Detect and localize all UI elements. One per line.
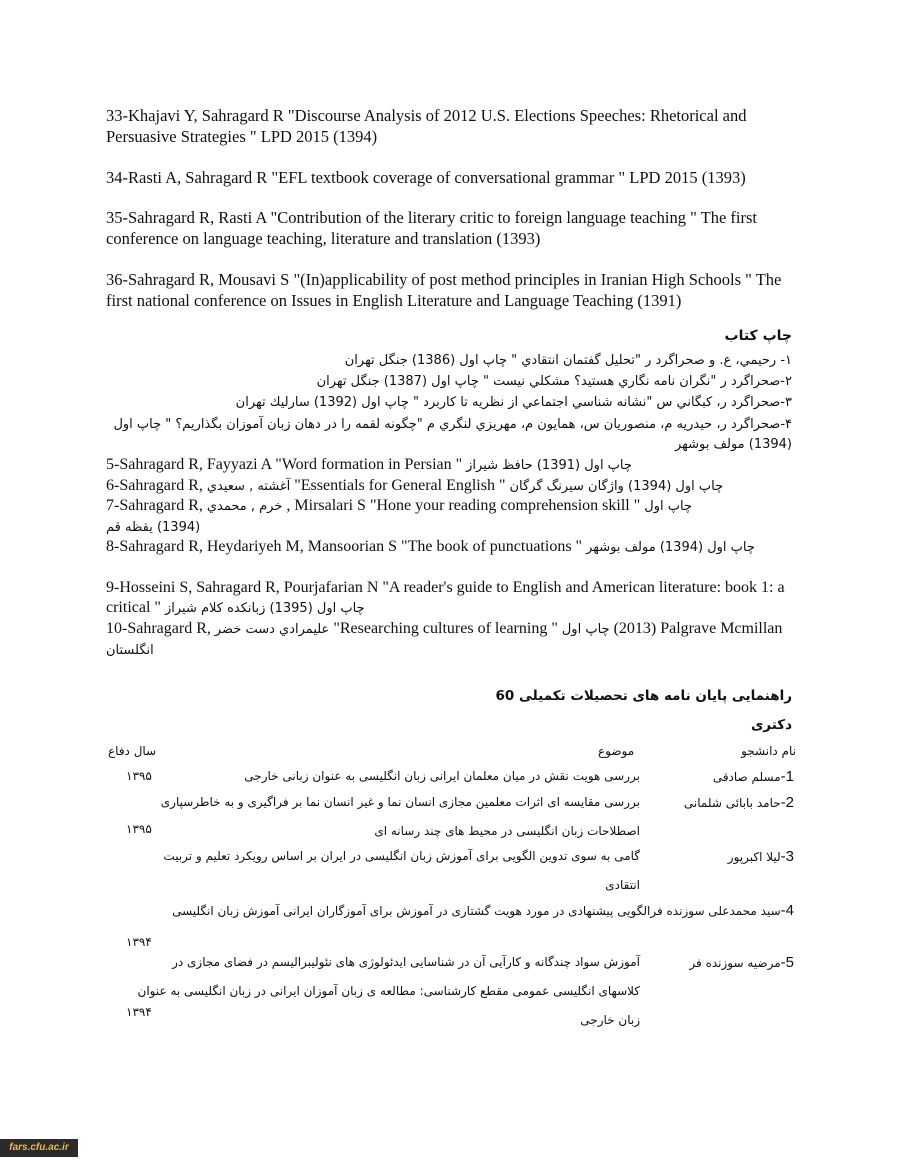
book-item-7-en2: , Mirsalari S "Hone your reading comprehension skill " [286,497,641,514]
row-5-topic-line-2: کلاسهای انگلیسی عمومی مقطع کارشناسی: مطالعه ی زبان آموزان ایرانی در زبان انگلیسی به عنوان [137,984,640,998]
site-badge[interactable]: fars.cfu.ac.ir [0,1139,78,1157]
book-item-8-fa: چاپ اول (1394) مولف بوشهر [586,540,755,555]
book-item-6-fa1: آغشته , سعيدي [206,479,291,494]
book-item-1: ۱- رحيمي، ع. و صحراگرد ر "تحليل گفتمان انتقادي " چاپ اول (1386) جنگل تهران [344,353,792,368]
row-3-year: ۱۳۹۴ [126,935,152,949]
book-item-10-en2: "Researching cultures of learning " [333,620,558,637]
book-item-6 [106,476,791,497]
reference-33: 33-Khajavi Y, Sahragard R "Discourse Analysis of 2012 U.S. Elections Speeches: Rhetorical and Persuasive Strategies " LPD 2015 (1394) [106,106,747,146]
book-item-10-fa1: عليمرادي دست خضر [214,622,330,637]
row-3-topic-line-1: گامی به سوی تدوین الگویی برای آموزش زبان انگلیسی در ایران بر اساس رویکرد تعلیم و تربیت [163,849,640,863]
book-item-10-fa2: چاپ اول [561,622,610,637]
row-2-topic [100,788,640,846]
book-item-5-fa: چاپ اول (1391) حافظ شيراز [466,458,632,473]
book-item-10-en3: (2013) Palgrave Mcmillan [613,620,783,637]
row-1-topic [244,762,640,791]
faint-watermark [96,48,156,58]
book-item-3: ۳-صحراگرد ر، كبگاني س "نشانه شناسي اجتماعي از نظريه تا كاربرد " چاپ اول (1392) سارليك تهران [235,395,792,410]
reference-36: 36-Sahragard R, Mousavi S "(In)applicability of post method principles in Iranian High Schools " The first national conference on Issues in English Literature and Language Teaching (1391) [106,270,782,310]
row-4-student [104,896,794,926]
row-2-year: ۱۳۹۵ [126,822,152,836]
row-3-number: 3- [780,848,794,865]
row-3-topic-line-2: انتقادی [605,878,640,892]
book-item-9-en: 9-Hosseini S, Sahragard R, Pourjafarian N "A reader's guide to English and American literature: book 1: a critical " [106,579,785,616]
row-3-student-name: لیلا اکبرپور [727,850,781,864]
row-5-topic-line-1: آموزش سواد چندگانه و کارآیی آن در شناسایی ایدئولوژی های نئولیبرالیسم در فضای مجازی در [172,955,640,969]
book-item-4: ۴-صحراگرد ر، حيدريه م، منصوريان س، همايون م، مهريزي لنگري م "چگونه لقمه را در دهان زبان آموزان بگذاريم؟ " چاپ اول (1394) مولف بوشهر [113,417,792,452]
row-2-topic-line-2: اصطلاحات زبان انگلیسی در محیط های چند رسانه ای [374,824,640,838]
row-5-student [689,948,794,978]
row-3-student [728,842,794,872]
row-2-number: 2- [780,794,794,811]
row-5-year: ۱۳۹۴ [126,1005,152,1019]
reference-34: 34-Rasti A, Sahragard R "EFL textbook coverage of conversational grammar " LPD 2015 (1393) [106,168,746,187]
book-item-6-en2: "Essentials for General English " [294,477,506,494]
book-item-8-en: 8-Sahragard R, Heydariyeh M, Mansoorian S "The book of punctuations " [106,538,583,555]
book-item-9-fa: چاپ اول (1395) زبانكده كلام شيراز [164,601,365,616]
row-1-topic-line-1: بررسی هویت نقش در میان معلمان ایرانی زبان انگلیسی به عنوان زبانی خارجی [244,769,640,783]
row-5-topic [100,948,640,1035]
row-4-student-name: سید محمدعلی سوزنده فرالگویی پیشنهادی در مورد هویت گشتاری در آموزش برای آموزگاران ایرانی آموزش زبان انگلیسی [172,904,781,918]
theses-heading: راهنمایی پایان نامه های تحصیلات تکمیلی 60 [495,688,792,704]
header-year: سال دفاع [108,744,157,758]
header-student: نام دانشجو [741,744,796,758]
header-topic: موضوع [598,744,635,758]
row-5-number: 5- [780,954,794,971]
row-1-student-name: مسلم صادقی [712,770,781,784]
row-4-number: 4- [780,902,794,919]
book-item-7-fa3: (1394) يقظه قم [106,520,201,535]
book-item-10-fa3: انگلستان [106,643,154,658]
book-item-9 [106,578,791,619]
book-item-10 [106,619,791,661]
row-2-student [684,788,794,818]
row-5-student-name: مرضیه سوزنده فر [689,956,781,970]
book-item-8 [106,537,791,558]
book-item-10-en1: 10-Sahragard R, [106,620,211,637]
book-item-2: ۲-صحراگرد ر "نگران نامه نگاري هستيد؟ مشكلي نيست " چاپ اول (1387) جنگل تهران [316,374,792,389]
book-item-6-fa2: چاپ اول (1394) واژگان سيرنگ گرگان [509,479,724,494]
row-3-topic [100,842,640,900]
book-item-5 [106,455,791,476]
book-item-7 [106,496,791,538]
book-item-6-en1: 6-Sahragard R, [106,477,203,494]
book-item-7-fa1: خرم , محمدي [206,499,283,514]
theses-subheading: دکتری [750,717,792,733]
book-item-5-en: 5-Sahragard R, Fayyazi A "Word formation in Persian " [106,456,463,473]
row-2-student-name: حامد بابائی شلمانی [683,796,781,810]
books-heading: چاپ کتاب [724,328,792,344]
row-1-year: ۱۳۹۵ [126,769,152,783]
book-item-7-fa2: چاپ اول [644,499,692,514]
row-2-topic-line-1: بررسی مقایسه ای اثرات معلمین مجازی انسان نما و غیر انسان نما بر فراگیری و به خاطرسپاری [160,795,640,809]
row-1-number: 1- [780,768,794,785]
row-5-topic-line-3: زبان خارجی [580,1013,640,1027]
reference-35: 35-Sahragard R, Rasti A "Contribution of the literary critic to foreign language teaching " The first conference on language teaching, literature and translation (1393) [106,208,758,248]
book-item-7-en1: 7-Sahragard R, [106,497,203,514]
